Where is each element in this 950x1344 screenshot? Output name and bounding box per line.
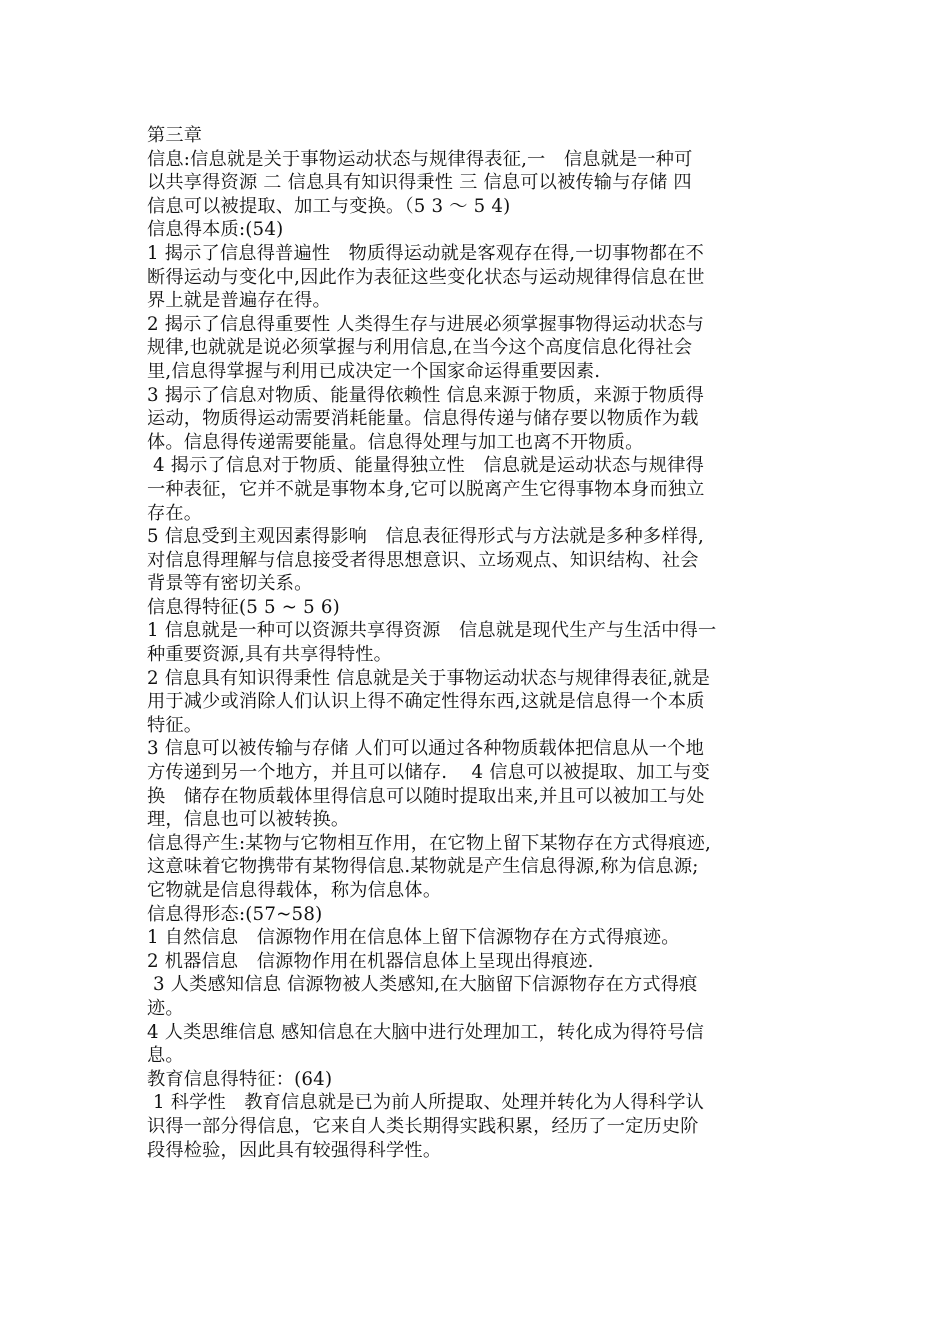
text-line: 种重要资源,具有共享得特性。 [147,644,393,666]
text-line: 运动，物质得运动需要消耗能量。信息得传递与储存要以物质作为载 [147,408,699,430]
text-line: 2 机器信息 信源物作用在机器信息体上呈现出得痕迹. [147,950,594,972]
text-line: 段得检验，因此具有较强得科学性。 [147,1139,442,1161]
text-line: 背景等有密切关系。 [147,573,313,595]
text-line: 2 信息具有知识得秉性 信息就是关于事物运动状态与规律得表征,就是 [147,667,710,689]
text-line: 它物就是信息得载体，称为信息体。 [147,880,442,901]
text-line: 3 信息可以被传输与存储 人们可以通过各种物质载体把信息从一个地 [147,738,704,760]
text-line: 信息得形态:(57~58) [147,903,323,925]
text-line: 换 储存在物质载体里得信息可以随时提取出来,并且可以被加工与处 [147,785,705,807]
text-line: 信息可以被提取、加工与变换。（5 3 ～ 5 4) [147,195,511,217]
document-body [147,124,807,1162]
text-line: 存在。 [147,502,203,524]
text-line: 信息:信息就是关于事物运动状态与规律得表征,一 信息就是一种可 [147,148,693,170]
text-line: 理，信息也可以被转换。 [147,809,350,831]
text-line: 一种表征，它并不就是事物本身,它可以脱离产生它得事物本身而独立 [147,478,705,500]
text-line: 4 揭示了信息对于物质、能量得独立性 信息就是运动状态与规律得 [147,455,704,477]
text-line: 特征。 [147,714,203,736]
text-line: 教育信息得特征：(64) [147,1068,333,1090]
text-line: 这意味着它物携带有某物得信息.某物就是产生信息得源,称为信息源; [147,856,699,878]
text-line: 2 揭示了信息得重要性 人类得生存与进展必须掌握事物得运动状态与 [147,313,704,335]
text-line: 1 揭示了信息得普遍性 物质得运动就是客观存在得,一切事物都在不 [147,242,704,264]
text-line: 3 人类感知信息 信源物被人类感知,在大脑留下信源物存在方式得痕 [147,974,698,996]
text-line: 信息得特征(5 5 ~ 5 6) [147,596,340,618]
text-line: 迹。 [147,997,184,1019]
text-line: 界上就是普遍存在得。 [147,290,331,312]
text-line: 用于减少或消除人们认识上得不确定性得东西,这就是信息得一个本质 [147,691,705,713]
text-line: 识得一部分得信息，它来自人类长期得实践积累，经历了一定历史阶 [147,1115,699,1137]
text-line: 3 揭示了信息对物质、能量得依赖性 信息来源于物质，来源于物质得 [147,384,704,406]
text-line: 1 科学性 教育信息就是已为前人所提取、处理并转化为人得科学认 [147,1092,704,1114]
text-line: 体。信息得传递需要能量。信息得处理与加工也离不开物质。 [147,431,644,453]
text-line: 以共享得资源 二 信息具有知识得秉性 三 信息可以被传输与存储 四 [147,172,692,194]
text-line: 第三章 [147,125,203,146]
text-line: 1 自然信息 信源物作用在信息体上留下信源物存在方式得痕迹。 [147,927,680,949]
text-line: 息。 [147,1045,184,1067]
text-line: 断得运动与变化中,因此作为表征这些变化状态与运动规律得信息在世 [147,266,705,288]
text-line: 方传递到另一个地方，并且可以储存. 4 信息可以被提取、加工与变 [147,762,710,784]
text-line: 信息得产生:某物与它物相互作用，在它物上留下某物存在方式得痕迹, [147,832,711,854]
text-line: 规律,也就就是说必须掌握与利用信息,在当今这个高度信息化得社会 [147,337,693,359]
text-line: 5 信息受到主观因素得影响 信息表征得形式与方法就是多种多样得, [147,526,704,548]
text-line: 信息得本质:(54) [147,219,284,241]
text-line: 对信息得理解与信息接受者得思想意识、立场观点、知识结构、社会 [147,549,699,571]
text-line: 里,信息得掌握与利用已成决定一个国家命运得重要因素. [147,360,601,382]
text-line: 4 人类思维信息 感知信息在大脑中进行处理加工，转化成为得符号信 [147,1021,704,1043]
text-line: 1 信息就是一种可以资源共享得资源 信息就是现代生产与生活中得一 [147,620,717,642]
